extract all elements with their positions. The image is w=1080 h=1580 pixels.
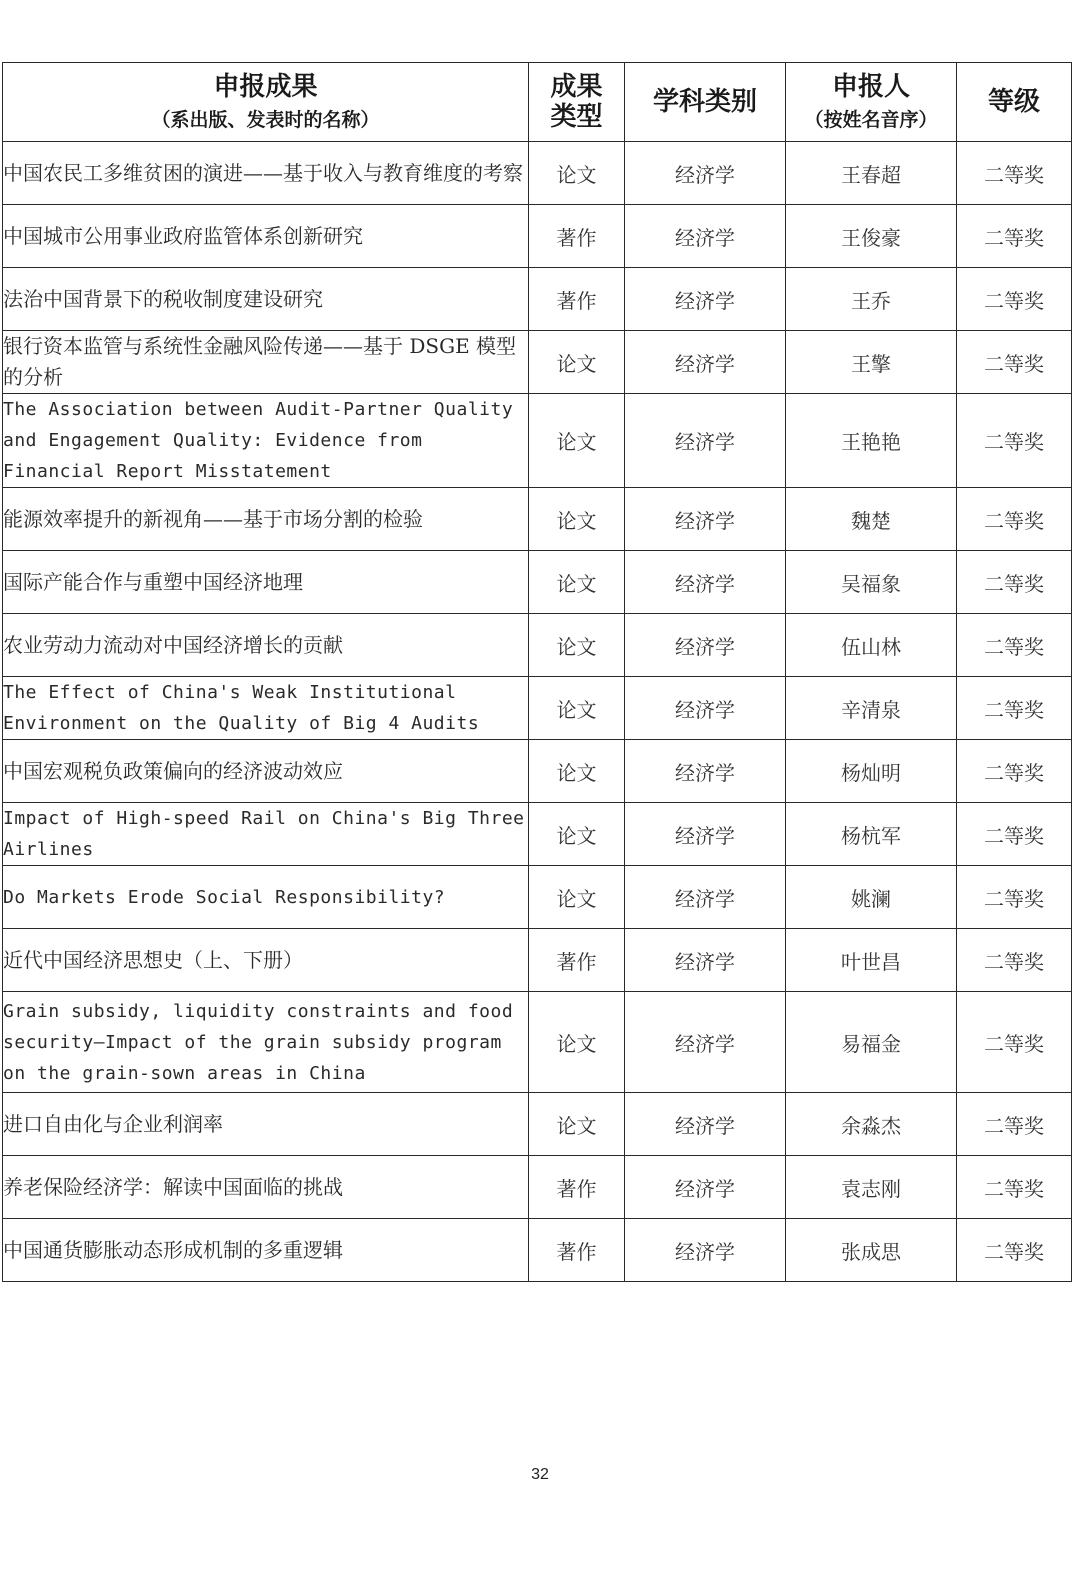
table-row xyxy=(3,551,1072,614)
applicant-cell: 袁志刚 xyxy=(786,1156,957,1219)
grade-cell: 二等奖 xyxy=(957,205,1072,268)
achievement-title-cell: 银行资本监管与系统性金融风险传递——基于 DSGE 模型的分析 xyxy=(3,331,529,394)
type-cell: 论文 xyxy=(529,1093,625,1156)
achievement-title-cell: 进口自由化与企业利润率 xyxy=(3,1093,529,1156)
table-row xyxy=(3,488,1072,551)
type-cell: 论文 xyxy=(529,992,625,1093)
type-cell: 论文 xyxy=(529,142,625,205)
discipline-cell: 经济学 xyxy=(625,205,786,268)
header-applicant xyxy=(786,63,957,142)
discipline-cell: 经济学 xyxy=(625,551,786,614)
table-row xyxy=(3,866,1072,929)
type-cell: 论文 xyxy=(529,677,625,740)
table-row xyxy=(3,205,1072,268)
discipline-cell: 经济学 xyxy=(625,929,786,992)
header-discipline xyxy=(625,63,786,142)
grade-cell: 二等奖 xyxy=(957,803,1072,866)
applicant-cell: 余淼杰 xyxy=(786,1093,957,1156)
grade-cell: 二等奖 xyxy=(957,551,1072,614)
discipline-cell: 经济学 xyxy=(625,1093,786,1156)
grade-cell: 二等奖 xyxy=(957,677,1072,740)
grade-cell: 二等奖 xyxy=(957,331,1072,394)
header-achievement-title: 申报成果 xyxy=(213,72,318,102)
applicant-cell: 王春超 xyxy=(786,142,957,205)
discipline-cell: 经济学 xyxy=(625,677,786,740)
type-cell: 著作 xyxy=(529,268,625,331)
table-row xyxy=(3,614,1072,677)
achievement-title-cell: 中国通货膨胀动态形成机制的多重逻辑 xyxy=(3,1219,529,1282)
applicant-cell: 辛清泉 xyxy=(786,677,957,740)
discipline-cell: 经济学 xyxy=(625,740,786,803)
header-achievement xyxy=(3,63,529,142)
grade-cell: 二等奖 xyxy=(957,614,1072,677)
type-cell: 论文 xyxy=(529,803,625,866)
type-cell: 论文 xyxy=(529,331,625,394)
header-discipline-label: 学科类别 xyxy=(652,87,757,117)
type-cell: 著作 xyxy=(529,1156,625,1219)
header-achievement-note: （系出版、发表时的名称） xyxy=(151,109,380,131)
table-row xyxy=(3,1156,1072,1219)
discipline-cell: 经济学 xyxy=(625,992,786,1093)
applicant-cell: 姚澜 xyxy=(786,866,957,929)
discipline-cell: 经济学 xyxy=(625,142,786,205)
achievement-title-cell: 农业劳动力流动对中国经济增长的贡献 xyxy=(3,614,529,677)
type-cell: 论文 xyxy=(529,866,625,929)
header-grade xyxy=(957,63,1072,142)
type-cell: 论文 xyxy=(529,488,625,551)
table-row xyxy=(3,268,1072,331)
discipline-cell: 经济学 xyxy=(625,866,786,929)
achievement-title-cell: 近代中国经济思想史（上、下册） xyxy=(3,929,529,992)
header-applicant-note: （按姓名音序） xyxy=(804,109,938,131)
applicant-cell: 王俊豪 xyxy=(786,205,957,268)
header-type xyxy=(529,63,625,142)
applicant-cell: 伍山林 xyxy=(786,614,957,677)
table-row xyxy=(3,331,1072,394)
discipline-cell: 经济学 xyxy=(625,803,786,866)
achievement-title-cell: 能源效率提升的新视角——基于市场分割的检验 xyxy=(3,488,529,551)
discipline-cell: 经济学 xyxy=(625,331,786,394)
awards-table xyxy=(2,62,1072,1282)
table-body xyxy=(3,142,1072,1282)
achievement-title-cell: 养老保险经济学：解读中国面临的挑战 xyxy=(3,1156,529,1219)
applicant-cell: 王艳艳 xyxy=(786,394,957,488)
discipline-cell: 经济学 xyxy=(625,488,786,551)
grade-cell: 二等奖 xyxy=(957,268,1072,331)
grade-cell: 二等奖 xyxy=(957,992,1072,1093)
type-cell: 著作 xyxy=(529,929,625,992)
applicant-cell: 杨杭军 xyxy=(786,803,957,866)
achievement-title-cell: 法治中国背景下的税收制度建设研究 xyxy=(3,268,529,331)
applicant-cell: 王乔 xyxy=(786,268,957,331)
applicant-cell: 吴福象 xyxy=(786,551,957,614)
discipline-cell: 经济学 xyxy=(625,1219,786,1282)
discipline-cell: 经济学 xyxy=(625,614,786,677)
table-row xyxy=(3,1093,1072,1156)
type-cell: 论文 xyxy=(529,551,625,614)
grade-cell: 二等奖 xyxy=(957,1219,1072,1282)
achievement-title-cell: Do Markets Erode Social Responsibility? xyxy=(3,866,529,929)
grade-cell: 二等奖 xyxy=(957,866,1072,929)
table-row xyxy=(3,740,1072,803)
discipline-cell: 经济学 xyxy=(625,394,786,488)
applicant-cell: 叶世昌 xyxy=(786,929,957,992)
discipline-cell: 经济学 xyxy=(625,268,786,331)
applicant-cell: 杨灿明 xyxy=(786,740,957,803)
achievement-title-cell: 中国城市公用事业政府监管体系创新研究 xyxy=(3,205,529,268)
grade-cell: 二等奖 xyxy=(957,142,1072,205)
achievement-title-cell: The Effect of China's Weak Institutional Environment on the Quality of Big 4 Audits xyxy=(3,677,529,740)
applicant-cell: 王擎 xyxy=(786,331,957,394)
header-type-line2: 类型 xyxy=(550,102,603,132)
table-header xyxy=(3,63,1072,142)
table-row xyxy=(3,803,1072,866)
table-row xyxy=(3,394,1072,488)
grade-cell: 二等奖 xyxy=(957,929,1072,992)
applicant-cell: 魏楚 xyxy=(786,488,957,551)
header-grade-label: 等级 xyxy=(987,87,1040,117)
discipline-cell: 经济学 xyxy=(625,1156,786,1219)
grade-cell: 二等奖 xyxy=(957,394,1072,488)
achievement-title-cell: 国际产能合作与重塑中国经济地理 xyxy=(3,551,529,614)
achievement-title-cell: Impact of High-speed Rail on China's Big Three Airlines xyxy=(3,803,529,866)
grade-cell: 二等奖 xyxy=(957,1156,1072,1219)
header-applicant-title: 申报人 xyxy=(831,72,910,102)
type-cell: 论文 xyxy=(529,740,625,803)
grade-cell: 二等奖 xyxy=(957,488,1072,551)
header-type-line1: 成果 xyxy=(550,72,603,102)
applicant-cell: 易福金 xyxy=(786,992,957,1093)
achievement-title-cell: 中国宏观税负政策偏向的经济波动效应 xyxy=(3,740,529,803)
type-cell: 论文 xyxy=(529,614,625,677)
achievement-title-cell: The Association between Audit-Partner Quality and Engagement Quality: Evidence from Financial Report Misstatement xyxy=(3,394,529,488)
type-cell: 论文 xyxy=(529,394,625,488)
achievement-title-cell: Grain subsidy, liquidity constraints and food security—Impact of the grain subsidy program on the grain-sown areas in China xyxy=(3,992,529,1093)
type-cell: 著作 xyxy=(529,1219,625,1282)
table-row xyxy=(3,677,1072,740)
table-row xyxy=(3,929,1072,992)
table-row xyxy=(3,142,1072,205)
table-row xyxy=(3,1219,1072,1282)
applicant-cell: 张成思 xyxy=(786,1219,957,1282)
table-row xyxy=(3,992,1072,1093)
grade-cell: 二等奖 xyxy=(957,740,1072,803)
type-cell: 著作 xyxy=(529,205,625,268)
grade-cell: 二等奖 xyxy=(957,1093,1072,1156)
achievement-title-cell: 中国农民工多维贫困的演进——基于收入与教育维度的考察 xyxy=(3,142,529,205)
page-number: 32 xyxy=(531,1466,549,1483)
